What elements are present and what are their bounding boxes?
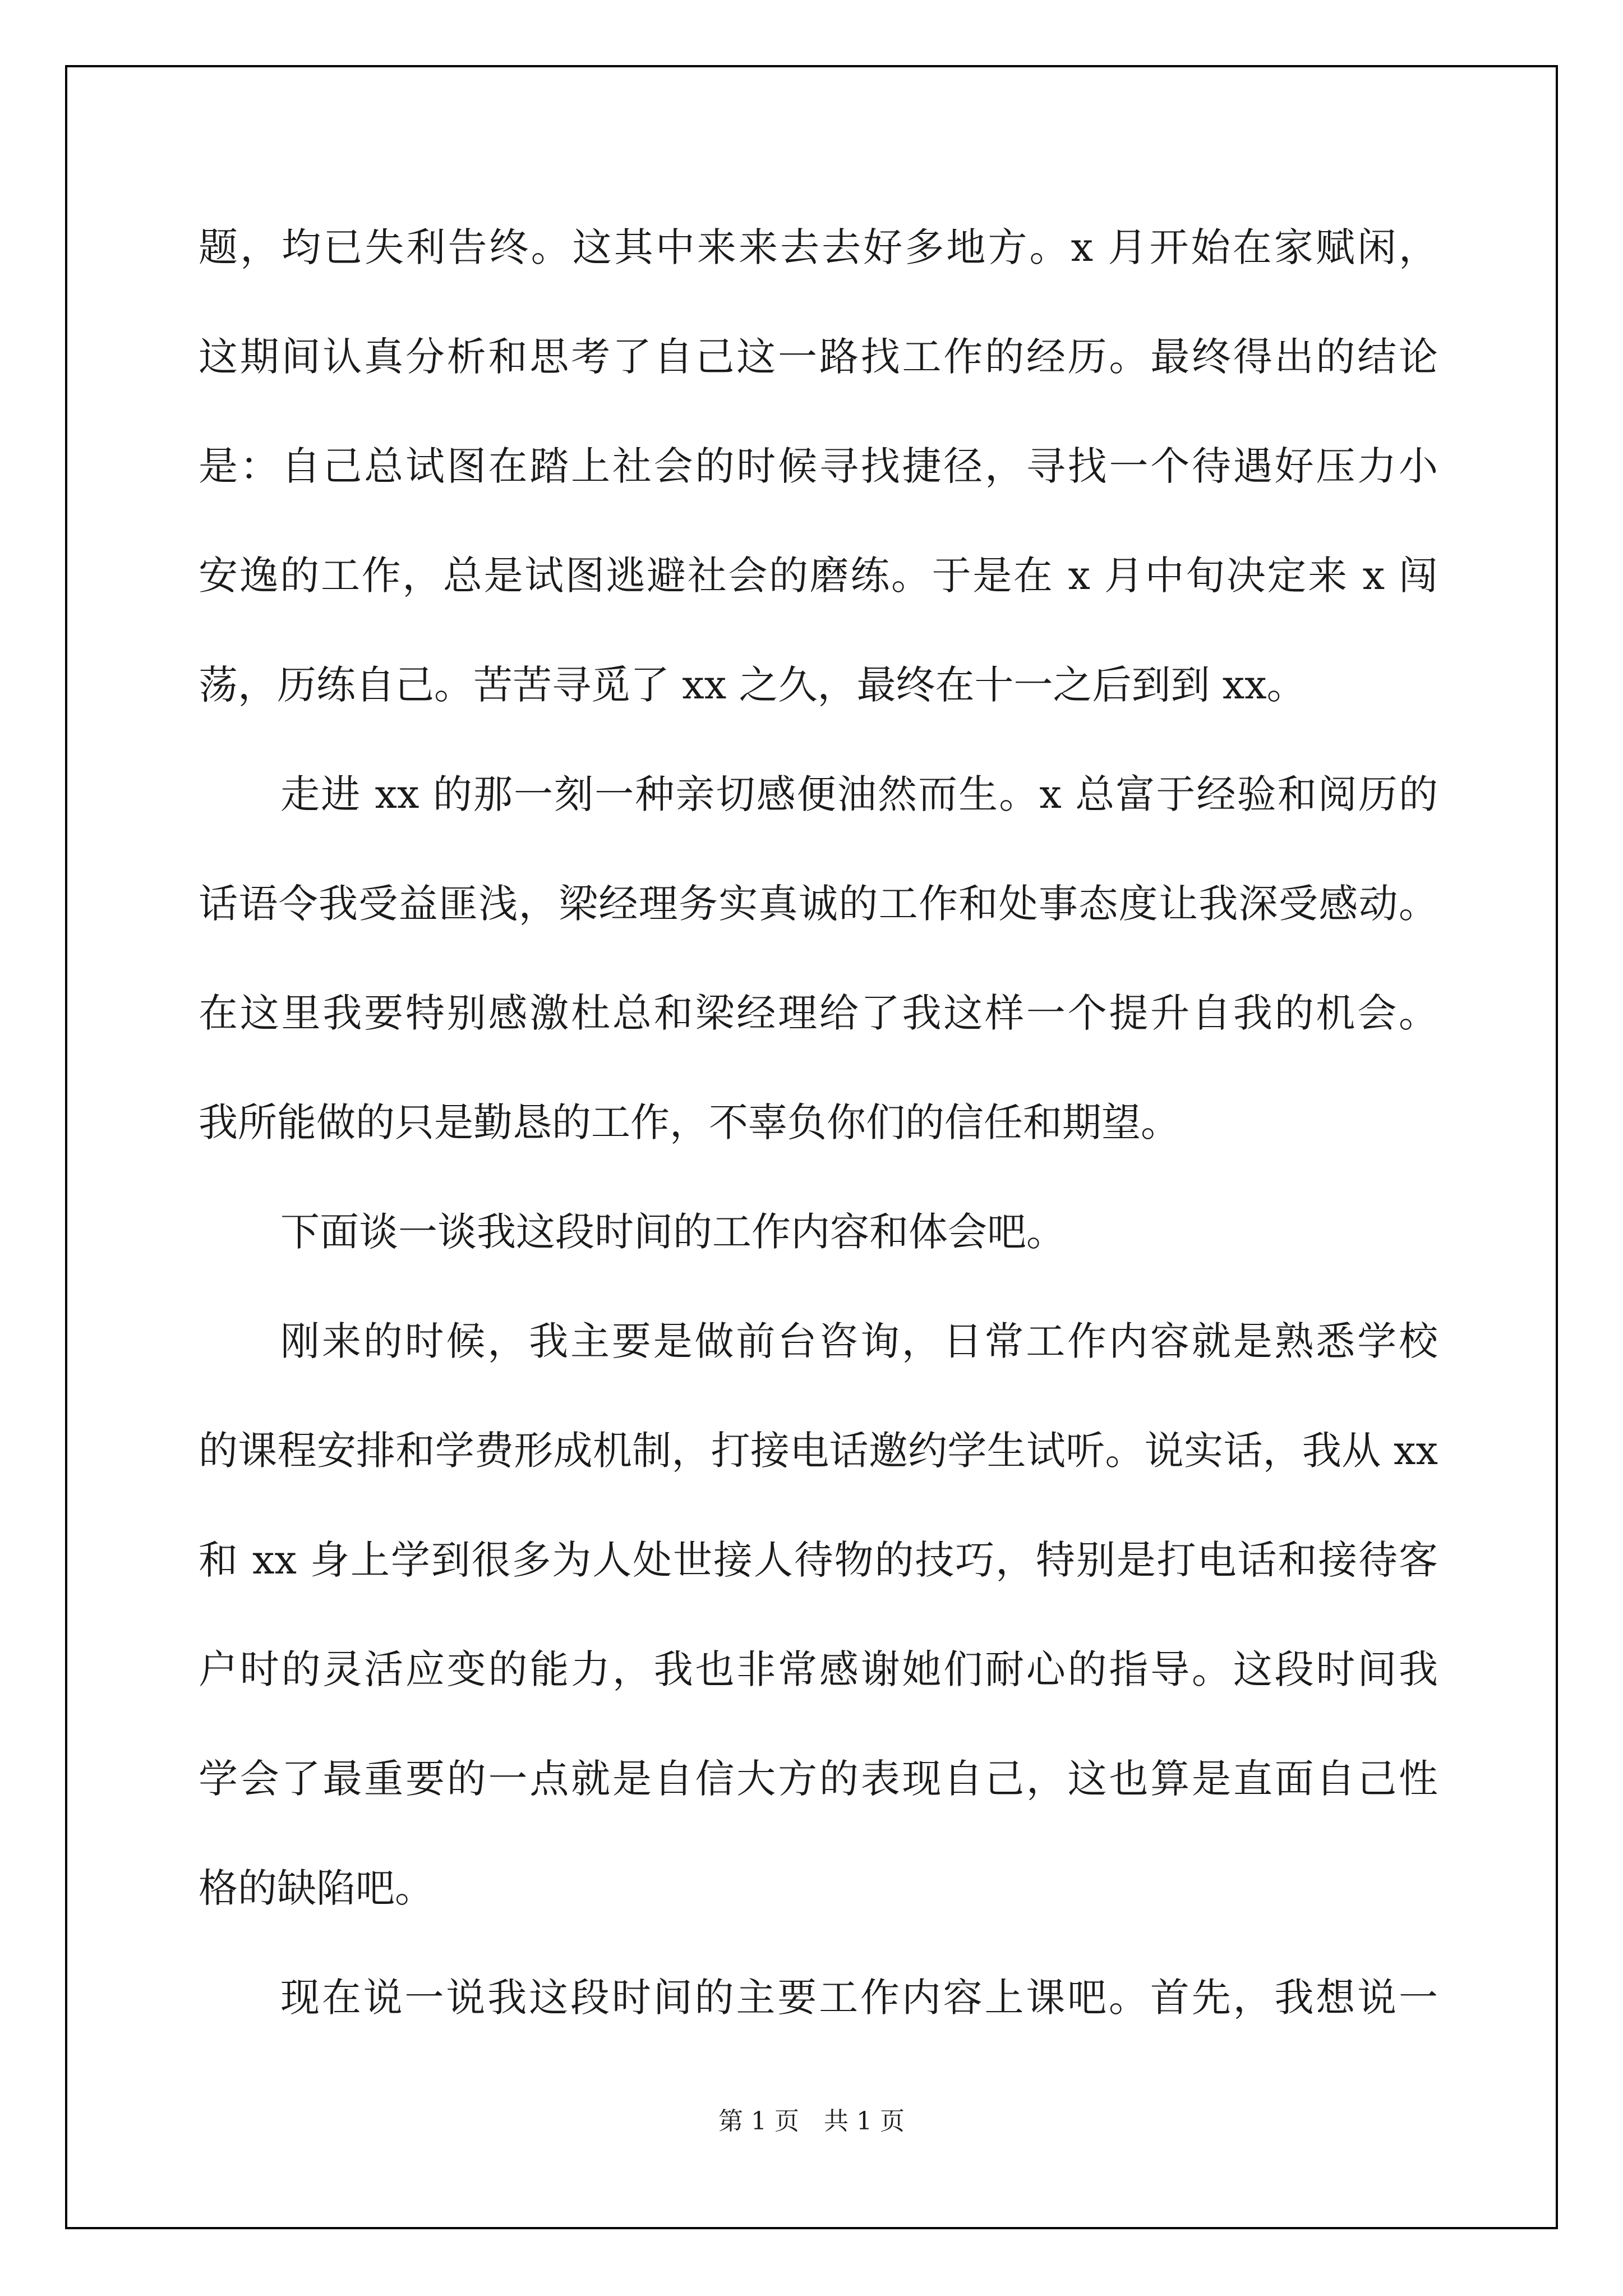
text-line: 和 xx 身上学到很多为人处世接人待物的技巧，特别是打电话和接待客 [199,1537,1438,1583]
page-number-footer: 第 1 页 共 1 页 [718,2107,905,2136]
text-line: 这期间认真分析和思考了自己这一路找工作的经历。最终得出的结论 [199,334,1438,380]
paragraph-start-line: 下面谈一谈我这段时间的工作内容和体会吧。 [280,1209,1066,1255]
text-line: 学会了最重要的一点就是自信大方的表现自己，这也算是直面自己性 [199,1756,1438,1802]
document-body [199,193,1438,2053]
text-line: 户时的灵活应变的能力，我也非常感谢她们耐心的指导。这段时间我 [199,1646,1438,1692]
paragraph-start-line: 刚来的时候，我主要是做前台咨询，日常工作内容就是熟悉学校 [280,1318,1438,1364]
text-line: 安逸的工作，总是试图逃避社会的磨练。于是在 x 月中旬决定来 x 闯 [199,553,1438,599]
text-line: 荡，历练自己。苦苦寻觅了 xx 之久，最终在十一之后到到 xx。 [199,662,1306,708]
paragraph-start-line: 现在说一说我这段时间的主要工作内容上课吧。首先，我想说一 [280,1975,1438,2021]
text-line: 话语令我受益匪浅，梁经理务实真诚的工作和处事态度让我深受感动。 [199,881,1438,927]
text-line: 的课程安排和学费形成机制，打接电话邀约学生试听。说实话，我从 xx [199,1428,1438,1474]
text-line: 是：自己总试图在踏上社会的时候寻找捷径，寻找一个待遇好压力小 [199,443,1438,489]
text-line: 格的缺陷吧。 [199,1865,434,1911]
text-line: 题，均已失利告终。这其中来来去去好多地方。x 月开始在家赋闲， [199,224,1438,270]
paragraph-start-line: 走进 xx 的那一刻一种亲切感便油然而生。x 总富于经验和阅历的 [280,771,1438,817]
text-line: 在这里我要特别感激杜总和梁经理给了我这样一个提升自我的机会。 [199,990,1438,1036]
text-line: 我所能做的只是勤恳的工作，不辜负你们的信任和期望。 [199,1099,1180,1145]
